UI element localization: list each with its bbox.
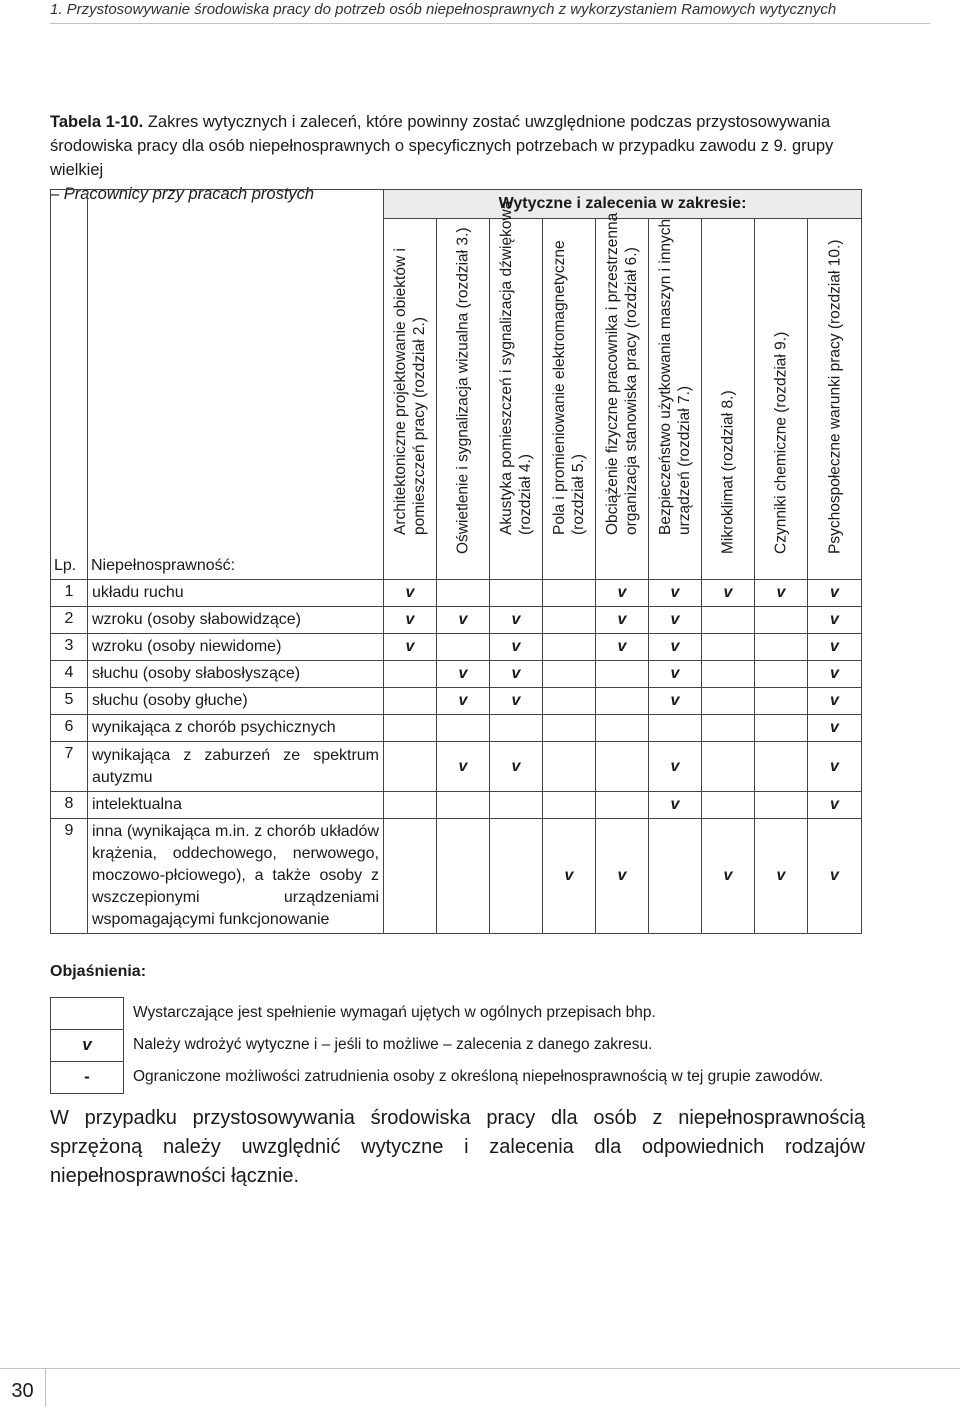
disability-name: słuchu (osoby głuche) (88, 688, 384, 715)
mark-cell (384, 688, 437, 715)
column-header (702, 219, 755, 580)
mark-cell: v (755, 580, 808, 607)
row-number: 8 (51, 792, 88, 819)
column-header-label: Obciążenie fizyczne pracownika i przestrzenna organizacja stanowiska pracy (rozdział 6.) (604, 212, 640, 535)
mark-cell: v (649, 661, 702, 688)
mark-cell: v (490, 661, 543, 688)
mark-cell (437, 792, 490, 819)
mark-cell: v (808, 634, 862, 661)
column-header (384, 219, 437, 580)
explanations-title: Objaśnienia: (50, 963, 147, 980)
mark-cell (543, 792, 596, 819)
mark-cell (596, 792, 649, 819)
mark-cell (543, 742, 596, 792)
mark-cell (702, 715, 755, 742)
mark-cell: v (490, 634, 543, 661)
disability-name: intelektualna (88, 792, 384, 819)
mark-cell (490, 819, 543, 934)
table-row (51, 688, 862, 715)
mark-cell (543, 715, 596, 742)
table-row (51, 661, 862, 688)
mark-cell: v (808, 742, 862, 792)
row-number: 2 (51, 607, 88, 634)
mark-cell (702, 792, 755, 819)
mark-cell: v (649, 742, 702, 792)
column-header (808, 219, 862, 580)
column-header-label: Architektoniczne projektowanie obiektów i pomieszczeń pracy (rozdział 2.) (392, 248, 428, 535)
mark-cell: v (808, 715, 862, 742)
mark-cell (384, 742, 437, 792)
mark-cell: v (596, 607, 649, 634)
mark-cell: v (437, 742, 490, 792)
mark-cell (384, 715, 437, 742)
disability-name: wynikająca z zaburzeń ze spektrum autyzmu (88, 742, 384, 792)
mark-cell: v (596, 819, 649, 934)
mark-cell (490, 715, 543, 742)
mark-cell (702, 742, 755, 792)
disability-name: wzroku (osoby niewidome) (88, 634, 384, 661)
mark-cell: v (808, 792, 862, 819)
disability-name: inna (wynikająca m.in. z chorób układów krążenia, oddechowego, nerwowego, moczowo-płciowego), a także osoby z wszczepionymi urządzeniami wspomagającymi funkcjonowanie (88, 819, 384, 934)
mark-cell (384, 661, 437, 688)
mark-cell (437, 819, 490, 934)
column-header (755, 219, 808, 580)
mark-cell: v (702, 580, 755, 607)
legend-text: Wystarczające jest spełnienie wymagań ujętych w ogólnych przepisach bhp. (133, 1004, 656, 1021)
mark-cell: v (649, 634, 702, 661)
mark-cell: v (384, 634, 437, 661)
caption-text: Zakres wytycznych i zaleceń, które powinny zostać uwzględnione podczas przystosowywania środowiska pracy dla osób niepełnosprawnych o specyficznych potrzebach w przypadku zawodu z 9. grupy wielkiej (50, 113, 834, 179)
mark-cell: v (490, 688, 543, 715)
mark-cell: v (808, 819, 862, 934)
mark-cell: v (702, 819, 755, 934)
table-row (51, 607, 862, 634)
table-row (51, 742, 862, 792)
mark-cell: v (808, 607, 862, 634)
row-number: 5 (51, 688, 88, 715)
mark-cell: v (543, 819, 596, 934)
table-row (51, 580, 862, 607)
mark-cell (490, 580, 543, 607)
mark-cell: v (437, 607, 490, 634)
column-header-label: Psychospołeczne warunki pracy (rozdział 10.) (826, 239, 843, 554)
column-header-label: Bezpieczeństwo użytkowania maszyn i innych urządzeń (rozdział 7.) (657, 218, 693, 535)
table-row (51, 792, 862, 819)
lp-header: Lp. (51, 190, 88, 580)
mark-cell (437, 634, 490, 661)
final-note: W przypadku przystosowywania środowiska pracy dla osób z niepełnosprawnością sprzężoną należy uwzględnić wytyczne i zalecenia dla odpowiednich rodzajów niepełnosprawności łącznie. (50, 1107, 865, 1187)
footer-rule (45, 1368, 960, 1369)
row-number: 4 (51, 661, 88, 688)
page-number: 30 (0, 1368, 46, 1407)
mark-cell (596, 661, 649, 688)
mark-cell (384, 792, 437, 819)
row-number: 3 (51, 634, 88, 661)
mark-cell: v (755, 819, 808, 934)
disability-name: układu ruchu (88, 580, 384, 607)
guidelines-table (50, 189, 862, 934)
row-number: 6 (51, 715, 88, 742)
caption-label: Tabela 1-10. (50, 113, 144, 131)
mark-cell (437, 715, 490, 742)
table-row (51, 715, 862, 742)
mark-cell (755, 715, 808, 742)
mark-cell (702, 634, 755, 661)
legend-symbol: v (50, 1029, 124, 1062)
mark-cell (543, 634, 596, 661)
column-header-label: Mikroklimat (rozdział 8.) (719, 390, 737, 554)
mark-cell: v (437, 688, 490, 715)
mark-cell: v (490, 742, 543, 792)
mark-cell (596, 742, 649, 792)
mark-cell: v (808, 688, 862, 715)
legend-symbol: - (50, 1061, 124, 1094)
disability-name: słuchu (osoby słabosłyszące) (88, 661, 384, 688)
column-header (490, 200, 543, 580)
mark-cell: v (437, 661, 490, 688)
legend-text: Należy wdrożyć wytyczne i – jeśli to możliwe – zalecenia z danego zakresu. (133, 1036, 653, 1053)
mark-cell (490, 792, 543, 819)
row-number: 7 (51, 742, 88, 792)
mark-cell (649, 715, 702, 742)
mark-cell (384, 819, 437, 934)
mark-cell: v (490, 607, 543, 634)
mark-cell: v (649, 688, 702, 715)
mark-cell (437, 580, 490, 607)
mark-cell (649, 819, 702, 934)
guidelines-group-header: Wytyczne i zalecenia w zakresie: (384, 190, 862, 219)
caption-subtitle: – Pracownicy przy pracach prostych (50, 185, 315, 203)
mark-cell (543, 688, 596, 715)
mark-cell: v (596, 580, 649, 607)
mark-cell: v (649, 580, 702, 607)
mark-cell: v (384, 607, 437, 634)
column-header (543, 219, 596, 580)
mark-cell (755, 688, 808, 715)
row-number: 1 (51, 580, 88, 607)
mark-cell: v (808, 580, 862, 607)
mark-cell: v (649, 792, 702, 819)
column-header-label: Pola i promieniowanie elektromagnetyczne (rozdział 5.) (551, 240, 587, 535)
column-header (649, 219, 702, 580)
row-number: 9 (51, 819, 88, 934)
disability-name: wzroku (osoby słabowidzące) (88, 607, 384, 634)
mark-cell (755, 661, 808, 688)
table-row (51, 634, 862, 661)
mark-cell (755, 634, 808, 661)
legend-text: Ograniczone możliwości zatrudnienia osoby z określoną niepełnosprawnością w tej grupie zawodów. (133, 1068, 824, 1085)
mark-cell (702, 688, 755, 715)
column-header (596, 212, 649, 580)
disability-header: Niepełnosprawność: (88, 190, 384, 580)
mark-cell (702, 661, 755, 688)
mark-cell (755, 607, 808, 634)
mark-cell (755, 742, 808, 792)
disability-name: wynikająca z chorób psychicznych (88, 715, 384, 742)
mark-cell (702, 607, 755, 634)
column-header (437, 219, 490, 580)
mark-cell (543, 661, 596, 688)
mark-cell (543, 607, 596, 634)
mark-cell: v (649, 607, 702, 634)
table-row (51, 819, 862, 934)
column-header-label: Czynniki chemiczne (rozdział 9.) (772, 331, 790, 554)
column-header-label: Akustyka pomieszczeń i sygnalizacja dźwiękowa (rozdział 4.) (498, 200, 534, 535)
mark-cell (596, 688, 649, 715)
mark-cell: v (596, 634, 649, 661)
legend-symbol (50, 997, 124, 1030)
column-header-label: Oświetlenie i sygnalizacja wizualna (rozdział 3.) (454, 227, 472, 554)
running-header: 1. Przystosowywanie środowiska pracy do potrzeb osób niepełnosprawnych z wykorzystaniem Ramowych wytycznych (50, 0, 930, 24)
mark-cell (596, 715, 649, 742)
mark-cell: v (384, 580, 437, 607)
mark-cell: v (808, 661, 862, 688)
mark-cell (755, 792, 808, 819)
mark-cell (543, 580, 596, 607)
